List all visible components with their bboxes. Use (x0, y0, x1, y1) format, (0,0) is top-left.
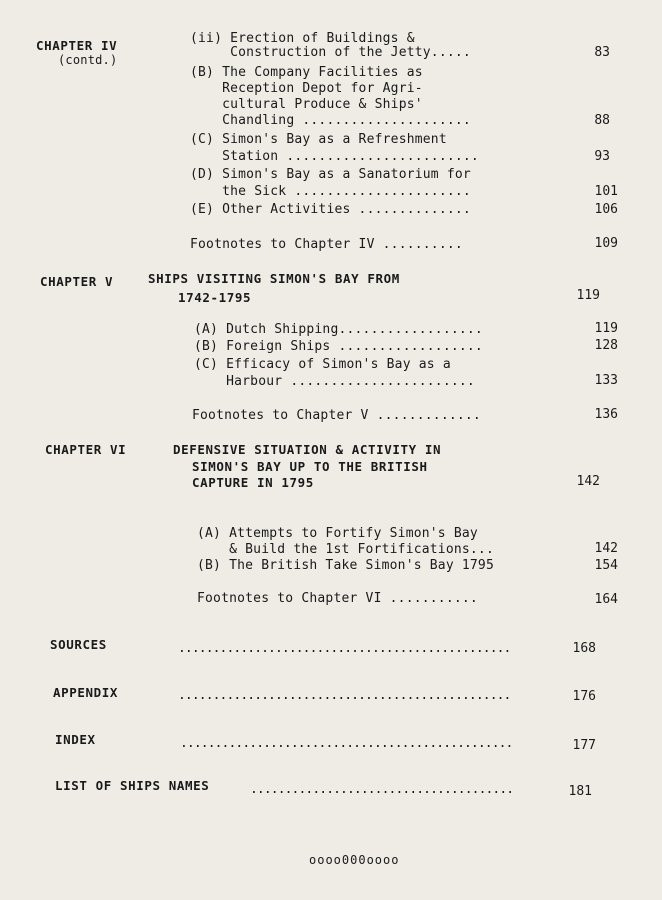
toc-entry-line: (E) Other Activities .............. (190, 202, 471, 217)
toc-entry-line: (B) The British Take Simon's Bay 1795 (197, 558, 494, 573)
toc-entry-line: Station ........................ (190, 149, 479, 164)
toc-entry-line: & Build the 1st Fortifications... (197, 542, 494, 557)
page-number: 168 (572, 641, 596, 656)
back-matter-label: LIST OF SHIPS NAMES (55, 778, 210, 793)
toc-entry-line: (ii) Erection of Buildings & (190, 31, 415, 46)
page-number: 109 (594, 236, 618, 251)
page-number: 119 (594, 321, 618, 336)
chapter-4-heading: CHAPTER IV (36, 38, 118, 53)
leader-dots: ................................................ (178, 688, 511, 703)
back-matter-label: APPENDIX (53, 685, 119, 700)
page-number: 93 (594, 149, 610, 164)
page-number: 106 (594, 202, 618, 217)
toc-entry-line: Chandling ..................... (190, 113, 471, 128)
chapter-4-contd: (contd.) (58, 53, 118, 67)
leader-dots: ................................................ (178, 641, 511, 656)
toc-entry-line: (B) Foreign Ships .................. (194, 339, 483, 354)
chapter-5-title: SHIPS VISITING SIMON'S BAY FROM (148, 271, 400, 286)
footnotes-chapter-4: Footnotes to Chapter IV .......... (190, 237, 463, 252)
toc-entry-line: (A) Dutch Shipping.................. (194, 322, 483, 337)
page-number: 164 (594, 592, 618, 607)
toc-entry-line: Construction of the Jetty..... (190, 45, 471, 60)
chapter-5-title: 1742-1795 (178, 290, 252, 305)
chapter-6-title: CAPTURE IN 1795 (192, 475, 314, 490)
page-number: 133 (594, 373, 618, 388)
toc-entry-line: the Sick ...................... (190, 184, 471, 199)
page-number: 83 (594, 45, 610, 60)
toc-entry-line: (A) Attempts to Fortify Simon's Bay (197, 526, 478, 541)
toc-entry-line: (C) Efficacy of Simon's Bay as a (194, 357, 451, 372)
back-matter-label: SOURCES (50, 637, 107, 652)
chapter-6-heading: CHAPTER VI (45, 442, 127, 457)
footnotes-chapter-6: Footnotes to Chapter VI ........... (197, 591, 478, 606)
page-number: 154 (594, 558, 618, 573)
leader-dots: ................................................ (180, 736, 513, 751)
page-number: 142 (576, 474, 600, 489)
page-number: 136 (594, 407, 618, 422)
end-mark: oooo000oooo (309, 853, 400, 867)
page-number: 177 (572, 738, 596, 753)
page-number: 88 (594, 113, 610, 128)
chapter-6-title: SIMON'S BAY UP TO THE BRITISH (192, 459, 428, 474)
toc-entry-line: (C) Simon's Bay as a Refreshment (190, 132, 447, 147)
page-number: 181 (568, 784, 592, 799)
chapter-5-heading: CHAPTER V (40, 274, 114, 289)
page-number: 101 (594, 184, 618, 199)
toc-entry-line: Harbour ....................... (194, 374, 475, 389)
leader-dots: ...................................... (250, 782, 514, 797)
page-number: 128 (594, 338, 618, 353)
toc-entry-line: Reception Depot for Agri- (190, 81, 423, 96)
footnotes-chapter-5: Footnotes to Chapter V ............. (192, 408, 481, 423)
page-number: 176 (572, 689, 596, 704)
page-number: 142 (594, 541, 618, 556)
toc-entry-line: cultural Produce & Ships' (190, 97, 423, 112)
toc-entry-line: (D) Simon's Bay as a Sanatorium for (190, 167, 471, 182)
page-number: 119 (576, 288, 600, 303)
chapter-6-title: DEFENSIVE SITUATION & ACTIVITY IN (173, 442, 442, 457)
back-matter-label: INDEX (55, 732, 96, 747)
toc-entry-line: (B) The Company Facilities as (190, 65, 423, 80)
